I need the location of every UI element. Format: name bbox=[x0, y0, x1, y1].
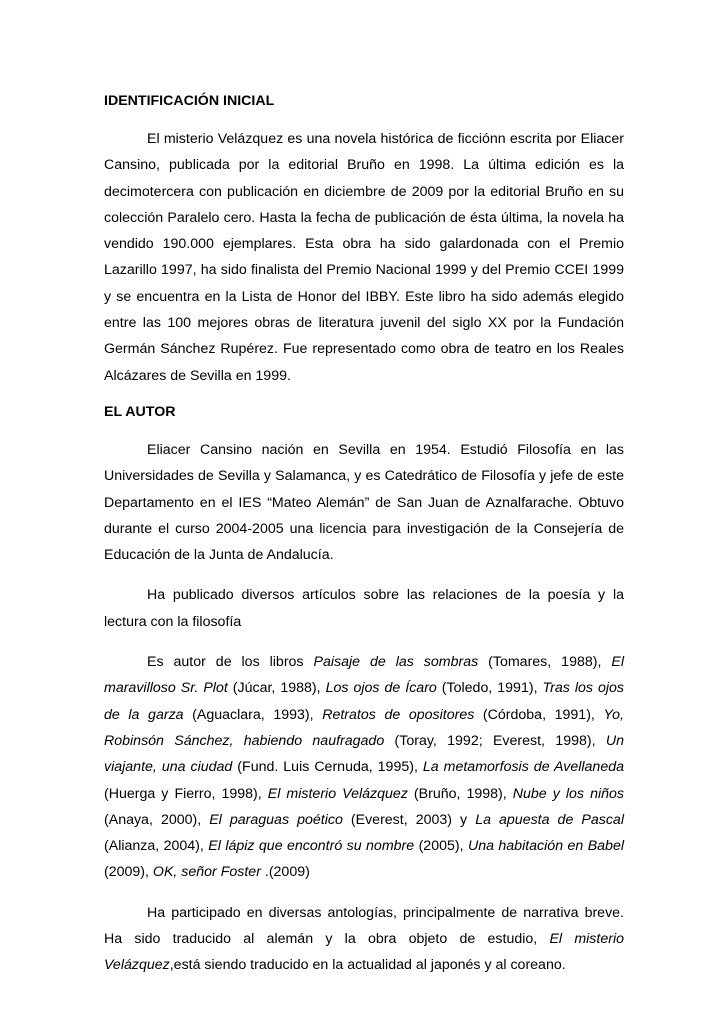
text-segment: (2005), bbox=[414, 838, 468, 855]
document-page bbox=[104, 82, 624, 979]
paragraph-autor-articulos: Ha publicado diversos artículos sobre las relaciones de la poesía y la lectura con la filosofía bbox=[104, 587, 624, 630]
text-segment: (Toledo, 1991), bbox=[436, 680, 543, 697]
text-segment: (Fund. Luis Cernuda, 1995), bbox=[232, 759, 423, 776]
text-segment: (Huerga y Fierro, 1998), bbox=[104, 785, 268, 802]
book-title: El maravilloso Sr. Plot bbox=[104, 654, 624, 697]
text-segment: (Córdoba, 1991), bbox=[474, 706, 604, 723]
book-title: La metamorfosis de Avellaneda bbox=[422, 759, 624, 776]
section-title-identificacion: IDENTIFICACIÓN INICIAL bbox=[104, 93, 275, 109]
book-title: El misterio Velázquez bbox=[104, 931, 624, 974]
book-title: Retratos de opositores bbox=[322, 706, 475, 723]
book-title: Una habitación en Babel bbox=[467, 838, 624, 855]
text-segment: Ha participado en diversas antologías, principalmente de narrativa breve. Ha sido traducido al alemán y la obra objeto de estudio, bbox=[104, 904, 624, 948]
book-title: La apuesta de Pascal bbox=[475, 811, 624, 828]
paragraph-autor-antologias bbox=[104, 900, 624, 979]
text-segment: .(2009) bbox=[260, 864, 310, 881]
section-title-autor: EL AUTOR bbox=[104, 403, 176, 420]
book-title: Tras los ojos de la garza bbox=[104, 680, 624, 723]
book-title: El paraguas poético bbox=[209, 811, 343, 828]
paragraph-autor-libros bbox=[104, 649, 624, 886]
text-segment: (Tomares, 1988), bbox=[478, 654, 612, 671]
book-title: Los ojos de Ícaro bbox=[325, 680, 437, 697]
book-title: Yo, Robinsón Sánchez, habiendo naufragado bbox=[104, 706, 624, 749]
book-title: El lápiz que encontró su nombre bbox=[208, 838, 415, 855]
book-title: OK, señor Foster bbox=[152, 864, 261, 881]
text-segment: (Everest, 2003) y bbox=[342, 811, 476, 828]
text-segment: (Alianza, 2004), bbox=[104, 838, 209, 855]
text-segment: (Júcar, 1988), bbox=[227, 680, 326, 697]
text-segment: (Bruño, 1998), bbox=[407, 785, 513, 802]
book-title: Paisaje de las sombras bbox=[313, 654, 479, 671]
book-title: El misterio Velázquez bbox=[267, 785, 408, 802]
paragraph-autor-bio: Eliacer Cansino nación en Sevilla en 1954. Estudió Filosofía en las Universidades de Sevilla y Salamanca, y es Catedrático de Filosofía y jefe de este Departamento en el IES “Mateo Alemán” de San Juan de Aznalfarache. Obtuvo durante el curso 2004-2005 una licencia para investigación de la Consejería de Educación de la Junta de Andalucía. bbox=[104, 441, 624, 564]
book-title: Nube y los niños bbox=[512, 785, 624, 802]
text-segment: (Aguaclara, 1993), bbox=[183, 706, 323, 723]
book-title: Un viajante, una ciudad bbox=[104, 732, 624, 776]
text-segment: ,está siendo traducido en la actualidad al japonés y al coreano. bbox=[169, 957, 566, 974]
text-segment: Es autor de los libros bbox=[147, 654, 314, 671]
text-segment: (2009), bbox=[104, 864, 153, 881]
paragraph-identificacion: El misterio Velázquez es una novela histórica de ficciónn escrita por Eliacer Cansino, publicada por la editorial Bruño en 1998. La última edición es la decimotercera con publicación en diciembre de 2009 por la editorial Bruño en su colección Paralelo cero. Hasta la fecha de publicación de ésta última, la novela ha vendido 190.000 ejemplares. Esta obra ha sido galardonada con el Premio Lazarillo 1997, ha sido finalista del Premio Nacional 1999 y del Premio CCEI 1999 y se encuentra en la Lista de Honor del IBBY. Este libro ha sido además elegido entre las 100 mejores obras de literatura juvenil del siglo XX por la Fundación Germán Sánchez Rupérez. Fue representado como obra de teatro en los Reales Alcázares de Sevilla en 1999. bbox=[104, 131, 624, 384]
text-segment: (Toray, 1992; Everest, 1998), bbox=[384, 732, 606, 749]
text-segment: (Anaya, 2000), bbox=[104, 811, 210, 828]
